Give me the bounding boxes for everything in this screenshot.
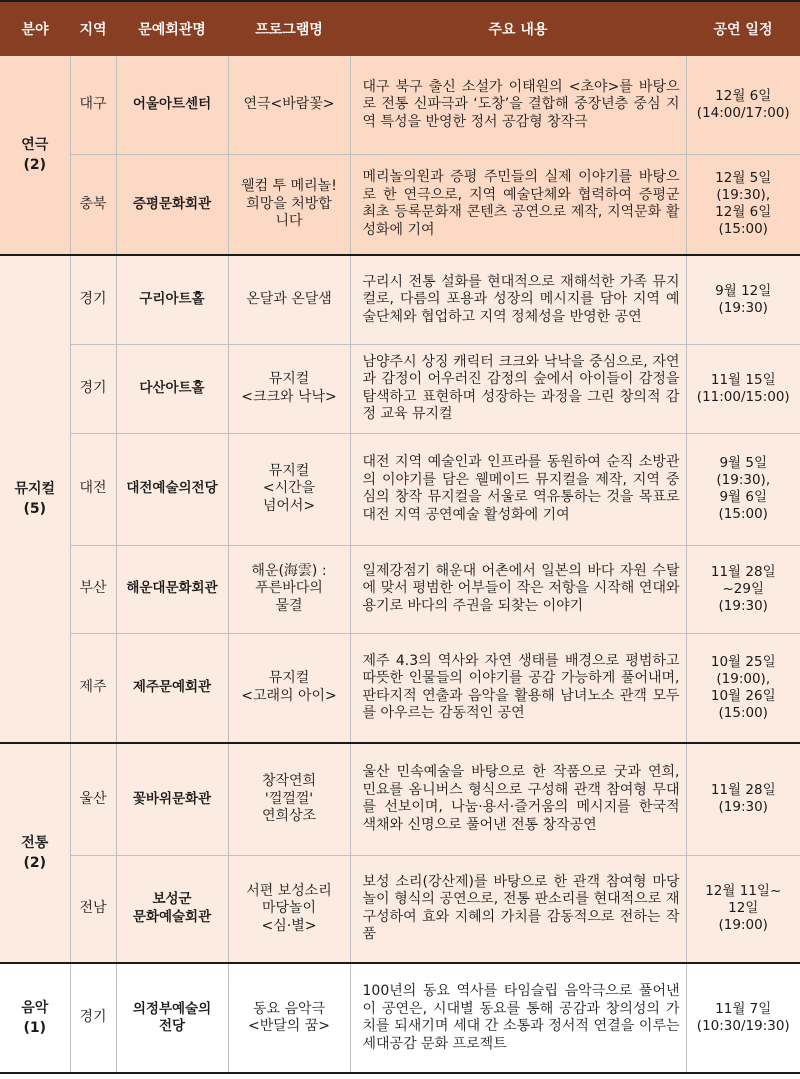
schedule-cell: 12월 5일 (19:30), 12월 6일 (15:00) (686, 154, 800, 255)
schedule-cell: 9월 5일 (19:30), 9월 6일 (15:00) (686, 433, 800, 545)
venue-cell: 의정부예술의 전당 (116, 963, 228, 1073)
program-cell: 서편 보성소리 마당놀이 <심·별> (228, 855, 350, 963)
region-cell: 경기 (70, 344, 116, 433)
schedule-cell: 11월 7일 (10:30/19:30) (686, 963, 800, 1073)
content-cell: 제주 4.3의 역사와 자연 생태를 배경으로 평범하고 따뜻한 인물들의 이야기를 공감 가능하게 풀어내며, 판타지적 연출과 음악을 활용해 남녀노소 관객 모두를 아우르는 감동적인 공연 (350, 633, 686, 743)
region-cell: 부산 (70, 545, 116, 633)
header-program: 프로그램명 (228, 1, 350, 56)
program-cell: 해운(海雲) : 푸른바다의 물결 (228, 545, 350, 633)
table-row (0, 545, 800, 633)
program-cell: 온달과 온달샘 (228, 255, 350, 344)
program-cell: 뮤지컬 <시간을 넘어서> (228, 433, 350, 545)
group-music (0, 963, 800, 1073)
group-traditional (0, 743, 800, 963)
table-row (0, 633, 800, 743)
region-cell: 경기 (70, 255, 116, 344)
program-cell: 웰컴 투 메리놀! 희망을 처방합 니다 (228, 154, 350, 255)
group-musical (0, 255, 800, 743)
venue-cell: 다산아트홀 (116, 344, 228, 433)
table-row (0, 344, 800, 433)
region-cell: 전남 (70, 855, 116, 963)
program-cell: 동요 음악극 <반달의 꿈> (228, 963, 350, 1073)
table-row (0, 743, 800, 855)
group-theater (0, 56, 800, 255)
schedule-cell: 11월 28일 (19:30) (686, 743, 800, 855)
venue-cell: 제주문예회관 (116, 633, 228, 743)
category-cell: 연극 (2) (0, 56, 70, 255)
category-cell: 음악 (1) (0, 963, 70, 1073)
venue-cell: 대전예술의전당 (116, 433, 228, 545)
header-content: 주요 내용 (350, 1, 686, 56)
content-cell: 울산 민속예술을 바탕으로 한 작품으로 굿과 연희, 민요를 옴니버스 형식으로 구성해 관객 참여형 무대를 선보이며, 나눔·용서·즐거움의 메시지를 한국적 색채와 신명으로 풀어낸 전통 창작공연 (350, 743, 686, 855)
region-cell: 대전 (70, 433, 116, 545)
content-cell: 대전 지역 예술인과 인프라를 동원하여 순직 소방관의 이야기를 담은 웰메이드 뮤지컬을 제작, 지역 중심의 창작 뮤지컬을 서울로 역유통하는 것을 목표로 대전 지역 공연예술 활성화에 기여 (350, 433, 686, 545)
program-cell: 뮤지컬 <크크와 낙낙> (228, 344, 350, 433)
venue-cell: 보성군 문화예술회관 (116, 855, 228, 963)
content-cell: 100년의 동요 역사를 타임슬립 음악극으로 풀어낸 이 공연은, 시대별 동요를 통해 공감과 창의성의 가치를 되새기며 세대 간 소통과 정서적 연결을 이루는 세대공감 문화 프로젝트 (350, 963, 686, 1073)
content-cell: 대구 북구 출신 소설가 이태원의 <초야>를 바탕으로 전통 신파극과 ‘도창’을 결합해 중장년층 중심 지역 특성을 반영한 정서 공감형 창작극 (350, 56, 686, 154)
venue-cell: 어울아트센터 (116, 56, 228, 154)
content-cell: 남양주시 상징 캐릭터 크크와 낙낙을 중심으로, 자연과 감정이 어우러진 감정의 숲에서 아이들이 감정을 탐색하고 표현하며 성장하는 과정을 그린 창의적 감정 교육 뮤지컬 (350, 344, 686, 433)
region-cell: 충북 (70, 154, 116, 255)
header-venue: 문예회관명 (116, 1, 228, 56)
table-row (0, 963, 800, 1073)
schedule-cell: 12월 11일~ 12일 (19:00) (686, 855, 800, 963)
schedule-cell: 11월 28일 ~29일 (19:30) (686, 545, 800, 633)
category-cell: 전통 (2) (0, 743, 70, 963)
program-cell: 뮤지컬 <고래의 아이> (228, 633, 350, 743)
table-row (0, 56, 800, 154)
venue-cell: 꽃바위문화관 (116, 743, 228, 855)
schedule-cell: 11월 15일 (11:00/15:00) (686, 344, 800, 433)
content-cell: 일제강점기 해운대 어촌에서 일본의 바다 자원 수탈에 맞서 평범한 어부들이 작은 저항을 시작해 연대와 용기로 바다의 주권을 되찾는 이야기 (350, 545, 686, 633)
content-cell: 구리시 전통 설화를 현대적으로 재해석한 가족 뮤지컬로, 다름의 포용과 성장의 메시지를 담아 지역 예술단체와 협업하고 지역 정체성을 반영한 공연 (350, 255, 686, 344)
schedule-cell: 10월 25일 (19:00), 10월 26일 (15:00) (686, 633, 800, 743)
header-category: 분야 (0, 1, 70, 56)
program-cell: 창작연희 '껄껄껄' 연희상조 (228, 743, 350, 855)
schedule-cell: 9월 12일 (19:30) (686, 255, 800, 344)
category-cell: 뮤지컬 (5) (0, 255, 70, 743)
table-row (0, 855, 800, 963)
venue-cell: 구리아트홀 (116, 255, 228, 344)
header-schedule: 공연 일정 (686, 1, 800, 56)
content-cell: 메리놀의원과 증평 주민들의 실제 이야기를 바탕으로 한 연극으로, 지역 예술단체와 협력하여 증평군 최초 등록문화재 콘텐츠 공연으로 제작, 지역문화 활성화에 기여 (350, 154, 686, 255)
venue-cell: 증평문화회관 (116, 154, 228, 255)
table-row (0, 255, 800, 344)
table-row (0, 154, 800, 255)
program-cell: 연극<바람꽃> (228, 56, 350, 154)
header-region: 지역 (70, 1, 116, 56)
region-cell: 제주 (70, 633, 116, 743)
schedule-cell: 12월 6일 (14:00/17:00) (686, 56, 800, 154)
header-row (0, 1, 800, 56)
table-row (0, 433, 800, 545)
content-cell: 보성 소리(강산제)를 바탕으로 한 관객 참여형 마당놀이 형식의 공연으로, 전통 판소리를 현대적으로 재구성하여 효와 지혜의 가치를 감동적으로 전하는 작품 (350, 855, 686, 963)
region-cell: 경기 (70, 963, 116, 1073)
region-cell: 울산 (70, 743, 116, 855)
venue-cell: 해운대문화회관 (116, 545, 228, 633)
region-cell: 대구 (70, 56, 116, 154)
